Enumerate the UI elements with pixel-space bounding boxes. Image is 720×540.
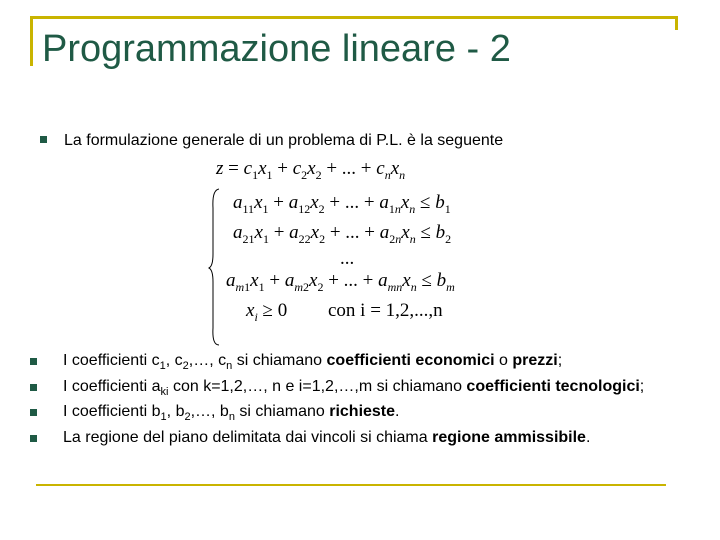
intro-text: La formulazione generale di un problema di P.L. è la seguente [64, 132, 504, 149]
list-item: La regione del piano delimitata dai vincoli si chiama regione ammissibile. [30, 428, 690, 448]
frame-top-line [30, 16, 678, 19]
index-range: con i = 1,2,...,n [328, 300, 443, 321]
constraint-row-m: $a_{m1}x_1 + a_{m2}x_2$ + ... + $a_{mn}x_n \le b_m$ [226, 270, 455, 294]
constraint-row-1: $a_{11}x_1 + a_{12}x_2$ + ... + $a_{1n}x_n \le b_1$ [233, 192, 451, 216]
slide-title: Programmazione lineare - 2 [42, 28, 511, 70]
frame-right-line [675, 16, 678, 30]
lp-formulation [208, 158, 478, 350]
ellipsis: ... [340, 248, 355, 269]
objective-function: $z = c_1x_1 + c_2x_2$ + ... + $c_nx_n$ [216, 158, 406, 182]
list-item: I coefficienti $c_1$, $c_2,\dots$, $c_n$ si chiamano coefficienti economici o prezzi; [30, 351, 690, 377]
nonnegativity-constraint: $x_i \ge 0$ [246, 300, 288, 324]
frame-left-line [30, 16, 33, 66]
list-item: I coefficienti $b_1$, $b_2,\dots$, $b_n$ si chiamano richieste. [30, 402, 690, 428]
constraint-row-2: $a_{21}x_1 + a_{22}x_2$ + ... + $a_{2n}x_n \le b_2$ [233, 222, 452, 246]
list-item: I coefficienti $a_{ki}$ con k=1,2,…, n e i=1,2,…,m si chiamano coefficienti tecnologici; [30, 377, 690, 403]
square-bullet-icon [40, 136, 47, 143]
brace-icon [208, 188, 220, 346]
square-bullet-icon [30, 358, 37, 365]
square-bullet-icon [30, 435, 37, 442]
intro-line [40, 132, 503, 150]
frame-bottom-line [36, 484, 666, 486]
square-bullet-icon [30, 384, 37, 391]
square-bullet-icon [30, 409, 37, 416]
bullet-list [30, 351, 690, 448]
